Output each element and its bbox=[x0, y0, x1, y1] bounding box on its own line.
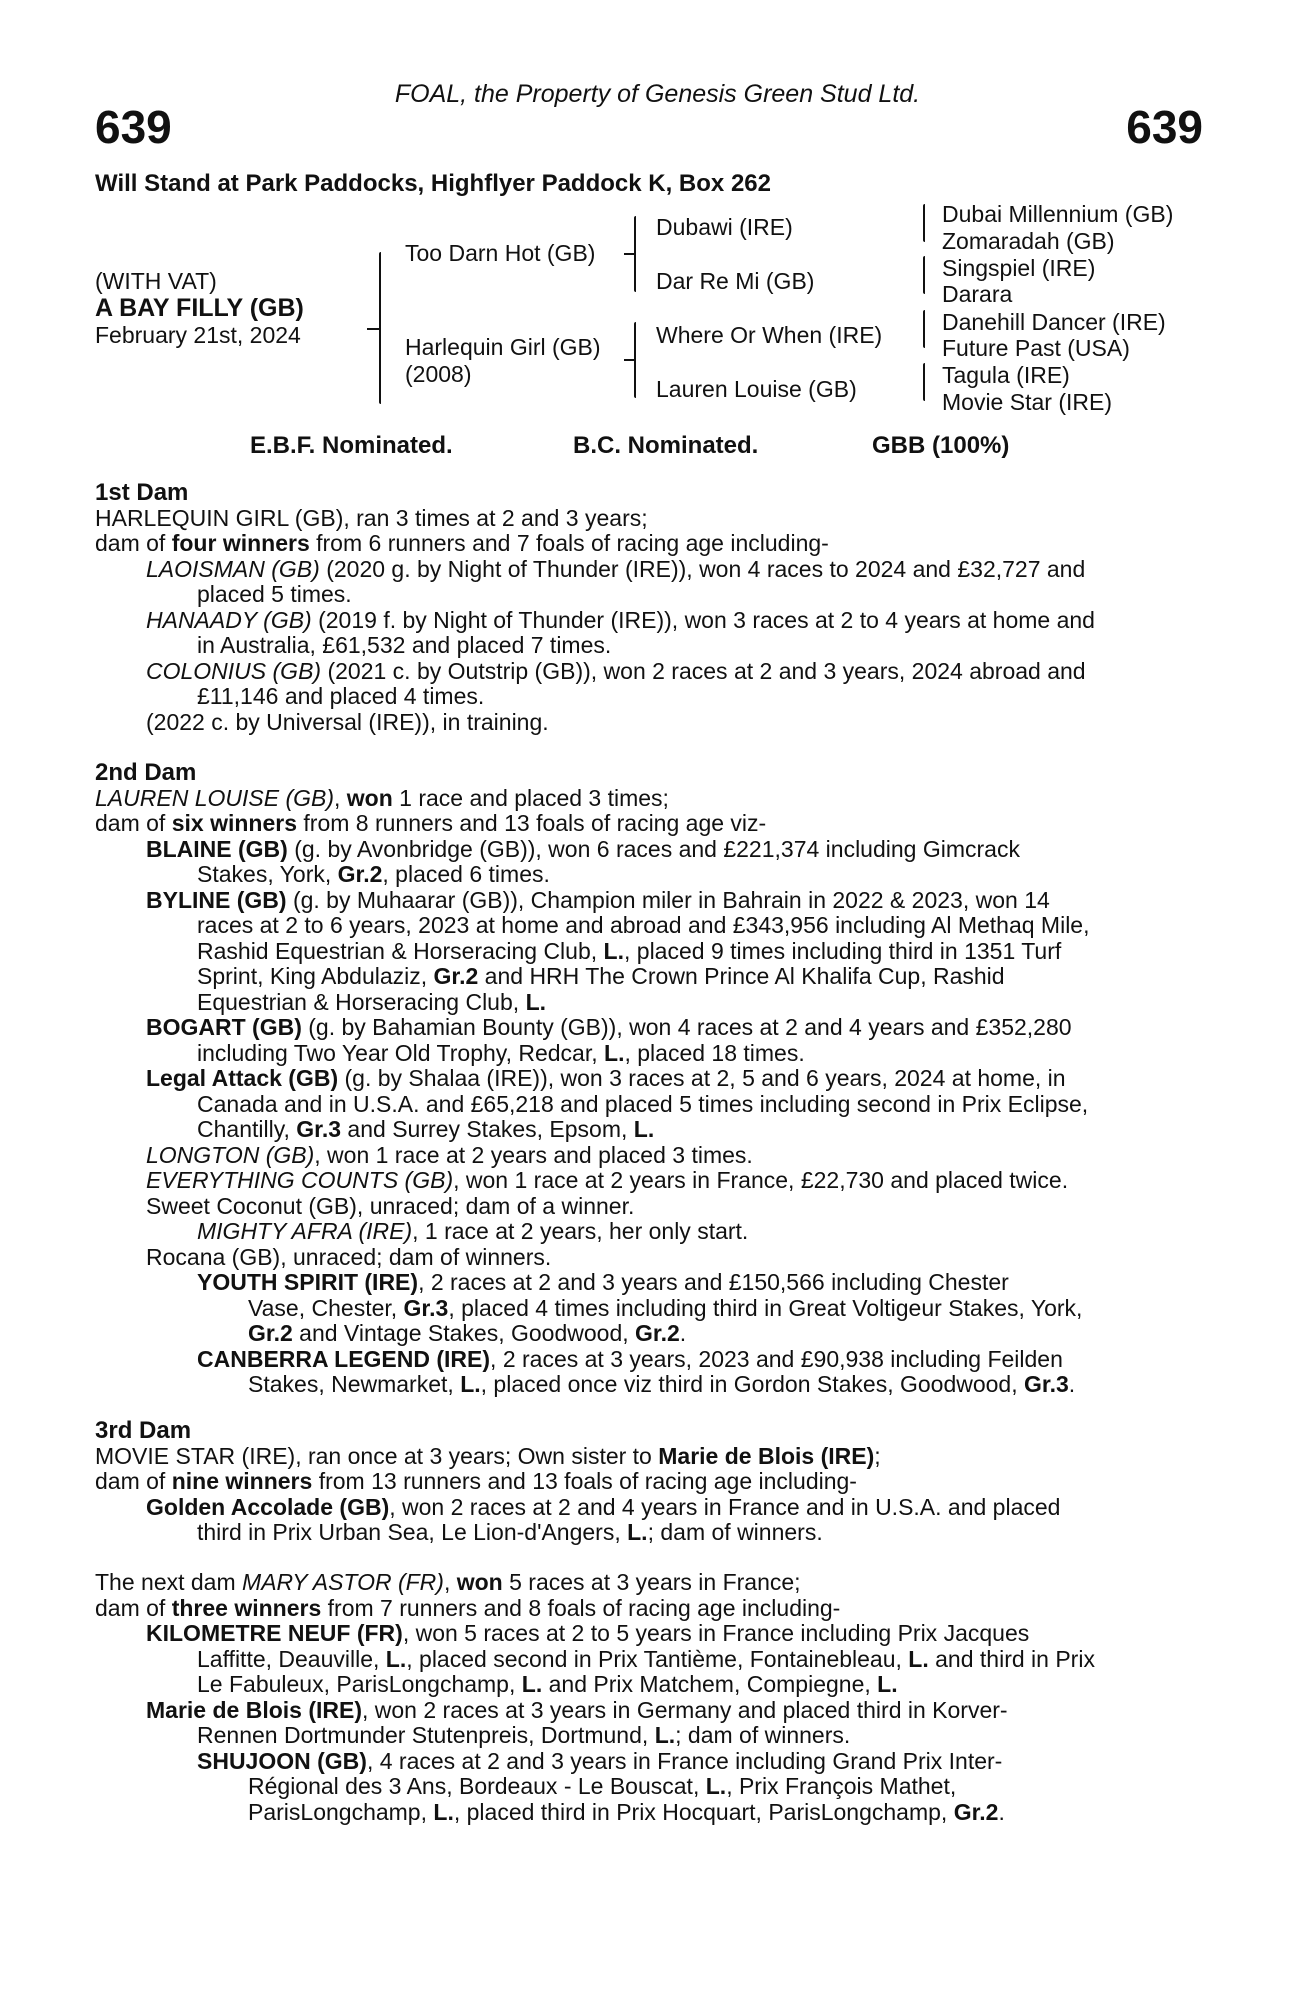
progeny-everything-counts: EVERYTHING COUNTS (GB), won 1 race at 2 years in France, £22,730 and placed twice. bbox=[146, 1167, 1069, 1193]
progeny-kilometre-neuf: KILOMETRE NEUF (FR), won 5 races at 2 to 5 years in France including Prix Jacques bbox=[146, 1620, 1030, 1646]
dam-year: (2008) bbox=[405, 361, 472, 387]
progeny-laoisman: LAOISMAN (GB) (2020 g. by Night of Thunder (IRE)), won 4 races to 2024 and £32,727 and bbox=[146, 555, 1086, 582]
progeny-hanaady: HANAADY (GB) (2019 f. by Night of Thunder (IRE)), won 3 races at 2 to 4 years at home and bbox=[146, 606, 1095, 633]
pedigree-brace-3c bbox=[923, 310, 925, 348]
second-dam-heading: 2nd Dam bbox=[95, 759, 197, 786]
stand-location: Will Stand at Park Paddocks, Highflyer Paddock K, Box 262 bbox=[95, 170, 771, 197]
progeny-byline-cont-2: Rashid Equestrian & Horseracing Club, L., placed 9 times including third in 1351 Turf bbox=[197, 937, 1062, 964]
third-dam-produce-line: dam of nine winners from 13 runners and 13 foals of racing age including- bbox=[95, 1468, 857, 1494]
pedigree-brace-2a bbox=[634, 216, 636, 292]
progeny-marie-de-blois-cont: Rennen Dortmunder Stutenpreis, Dortmund, L.; dam of winners. bbox=[197, 1722, 851, 1748]
pedigree-brace-1-tip bbox=[367, 328, 379, 330]
dam-dam-sire: Tagula (IRE) bbox=[942, 362, 1070, 388]
vat-label: (WITH VAT) bbox=[95, 268, 217, 294]
lot-number-left: 639 bbox=[95, 101, 172, 153]
second-dam-line: LAUREN LOUISE (GB), won 1 race and placed 3 times; bbox=[95, 784, 669, 811]
progeny-sweet-coconut: Sweet Coconut (GB), unraced; dam of a winner. bbox=[146, 1192, 635, 1219]
progeny-rocana: Rocana (GB), unraced; dam of winners. bbox=[146, 1243, 552, 1270]
pedigree-brace-2a-tip bbox=[624, 253, 634, 255]
third-dam-line: MOVIE STAR (IRE), ran once at 3 years; Own sister to Marie de Blois (IRE); bbox=[95, 1442, 881, 1469]
sire-dam-sire: Singspiel (IRE) bbox=[942, 255, 1096, 281]
progeny-legal-attack: Legal Attack (GB) (g. by Shalaa (IRE)), won 3 races at 2, 5 and 6 years, 2024 at home, in bbox=[146, 1065, 1066, 1091]
sire-dam-dam: Darara bbox=[942, 281, 1013, 307]
progeny-kilometre-neuf-cont-1: Laffitte, Deauville, L., placed second in Prix Tantième, Fontainebleau, L. and third in Prix bbox=[197, 1645, 1095, 1672]
progeny-longton: LONGTON (GB), won 1 race at 2 years and placed 3 times. bbox=[146, 1141, 753, 1168]
gbb-rating: GBB (100%) bbox=[872, 432, 1010, 459]
dam: Harlequin Girl (GB) bbox=[405, 334, 601, 360]
pedigree-brace-1 bbox=[379, 252, 381, 404]
dam-sire: Where Or When (IRE) bbox=[656, 322, 883, 348]
bc-nomination: B.C. Nominated. bbox=[573, 432, 759, 459]
progeny-canberra-legend-cont: Stakes, Newmarket, L., placed once viz third in Gordon Stakes, Goodwood, Gr.3. bbox=[248, 1371, 1076, 1397]
first-dam-heading: 1st Dam bbox=[95, 479, 189, 506]
progeny-golden-accolade-cont: third in Prix Urban Sea, Le Lion-d'Angers, L.; dam of winners. bbox=[197, 1519, 823, 1545]
progeny-kilometre-neuf-cont-2: Le Fabuleux, ParisLongchamp, L. and Prix Matchem, Compiegne, L. bbox=[197, 1671, 898, 1697]
pedigree-brace-3d bbox=[923, 363, 925, 401]
progeny-colonius: COLONIUS (GB) (2021 c. by Outstrip (GB)), won 2 races at 2 and 3 years, 2024 abroad and bbox=[146, 657, 1086, 684]
pedigree-brace-2b-tip bbox=[624, 359, 634, 361]
progeny-blaine: BLAINE (GB) (g. by Avonbridge (GB)), won 6 races and £221,374 including Gimcrack bbox=[146, 835, 1020, 862]
pedigree-brace-3b bbox=[923, 256, 925, 294]
pedigree-brace-2b bbox=[634, 322, 636, 398]
progeny-shujoon-cont-1: Régional des 3 Ans, Bordeaux - Le Bouscat, L., Prix François Mathet, bbox=[248, 1773, 957, 1799]
progeny-byline-cont-3: Sprint, King Abdulaziz, Gr.2 and HRH The Crown Prince Al Khalifa Cup, Rashid bbox=[197, 963, 1005, 989]
sire-dam: Dar Re Mi (GB) bbox=[656, 268, 815, 294]
first-dam-section bbox=[95, 480, 1192, 735]
progeny-hanaady-cont: in Australia, £61,532 and placed 7 times. bbox=[197, 632, 612, 658]
progeny-blaine-cont: Stakes, York, Gr.2, placed 6 times. bbox=[197, 861, 550, 887]
first-dam-produce-line: dam of four winners from 6 runners and 7 foals of racing age including- bbox=[95, 530, 829, 556]
sire-sire: Dubawi (IRE) bbox=[656, 214, 793, 240]
ebf-nomination: E.B.F. Nominated. bbox=[250, 432, 453, 459]
first-dam-line: HARLEQUIN GIRL (GB), ran 3 times at 2 and 3 years; bbox=[95, 504, 648, 531]
progeny-youth-spirit-cont-2: Gr.2 and Vintage Stakes, Goodwood, Gr.2. bbox=[248, 1320, 687, 1346]
progeny-golden-accolade: Golden Accolade (GB), won 2 races at 2 and 4 years in France and in U.S.A. and placed bbox=[146, 1493, 1061, 1520]
progeny-laoisman-cont: placed 5 times. bbox=[197, 581, 352, 607]
second-dam-section bbox=[95, 760, 1192, 1398]
pedigree-brace-3a bbox=[923, 204, 925, 242]
sire: Too Darn Hot (GB) bbox=[405, 240, 596, 266]
progeny-legal-attack-cont-2: Chantilly, Gr.3 and Surrey Stakes, Epsom, L. bbox=[197, 1116, 655, 1142]
progeny-marie-de-blois: Marie de Blois (IRE), won 2 races at 3 years in Germany and placed third in Korver- bbox=[146, 1696, 1008, 1723]
fourth-dam-produce-line: dam of three winners from 7 runners and 8 foals of racing age including- bbox=[95, 1594, 841, 1621]
progeny-youth-spirit-cont-1: Vase, Chester, Gr.3, placed 4 times including third in Great Voltigeur Stakes, York, bbox=[248, 1294, 1083, 1321]
progeny-bogart-cont: including Two Year Old Trophy, Redcar, L., placed 18 times. bbox=[197, 1039, 805, 1066]
progeny-legal-attack-cont-1: Canada and in U.S.A. and £65,218 and placed 5 times including second in Prix Eclipse, bbox=[197, 1090, 1089, 1117]
progeny-youth-spirit: YOUTH SPIRIT (IRE), 2 races at 2 and 3 years and £150,566 including Chester bbox=[197, 1269, 1009, 1295]
dam-sire-dam: Future Past (USA) bbox=[942, 335, 1130, 361]
progeny-mighty-afra: MIGHTY AFRA (IRE), 1 race at 2 years, her only start. bbox=[197, 1218, 749, 1244]
progeny-bogart: BOGART (GB) (g. by Bahamian Bounty (GB)), won 4 races at 2 and 4 years and £352,280 bbox=[146, 1014, 1072, 1040]
progeny-colonius-cont: £11,146 and placed 4 times. bbox=[197, 683, 485, 709]
foal-dob: February 21st, 2024 bbox=[95, 322, 301, 348]
lot-number-right: 639 bbox=[1126, 101, 1203, 153]
progeny-byline-cont-4: Equestrian & Horseracing Club, L. bbox=[197, 988, 547, 1015]
foal-name: A BAY FILLY (GB) bbox=[95, 294, 304, 322]
progeny-byline-cont-1: races at 2 to 6 years, 2023 at home and abroad and £343,956 including Al Methaq Mile, bbox=[197, 912, 1090, 938]
third-dam-section bbox=[95, 1418, 1192, 1546]
third-dam-heading: 3rd Dam bbox=[95, 1417, 192, 1444]
dam-dam: Lauren Louise (GB) bbox=[656, 376, 857, 402]
dam-dam-dam: Movie Star (IRE) bbox=[942, 389, 1112, 415]
dam-sire-sire: Danehill Dancer (IRE) bbox=[942, 309, 1166, 335]
sire-sire-dam: Zomaradah (GB) bbox=[942, 228, 1115, 254]
fourth-dam-line: The next dam MARY ASTOR (FR), won 5 races at 3 years in France; bbox=[95, 1569, 801, 1595]
progeny-shujoon-cont-2: ParisLongchamp, L., placed third in Prix Hocquart, ParisLongchamp, Gr.2. bbox=[248, 1798, 1005, 1825]
second-dam-produce-line: dam of six winners from 8 runners and 13 foals of racing age viz- bbox=[95, 810, 767, 836]
progeny-canberra-legend: CANBERRA LEGEND (IRE), 2 races at 3 years, 2023 and £90,938 including Feilden bbox=[197, 1345, 1063, 1372]
progeny-shujoon: SHUJOON (GB), 4 races at 2 and 3 years in France including Grand Prix Inter- bbox=[197, 1747, 1003, 1774]
fourth-dam-section bbox=[95, 1570, 1192, 1825]
progeny-byline: BYLINE (GB) (g. by Muhaarar (GB)), Champion miler in Bahrain in 2022 & 2023, won 14 bbox=[146, 886, 1050, 913]
progeny-2022-colt: (2022 c. by Universal (IRE)), in training. bbox=[146, 708, 549, 735]
sire-sire-sire: Dubai Millennium (GB) bbox=[942, 201, 1174, 227]
property-line: FOAL, the Property of Genesis Green Stud Ltd. bbox=[394, 80, 921, 108]
